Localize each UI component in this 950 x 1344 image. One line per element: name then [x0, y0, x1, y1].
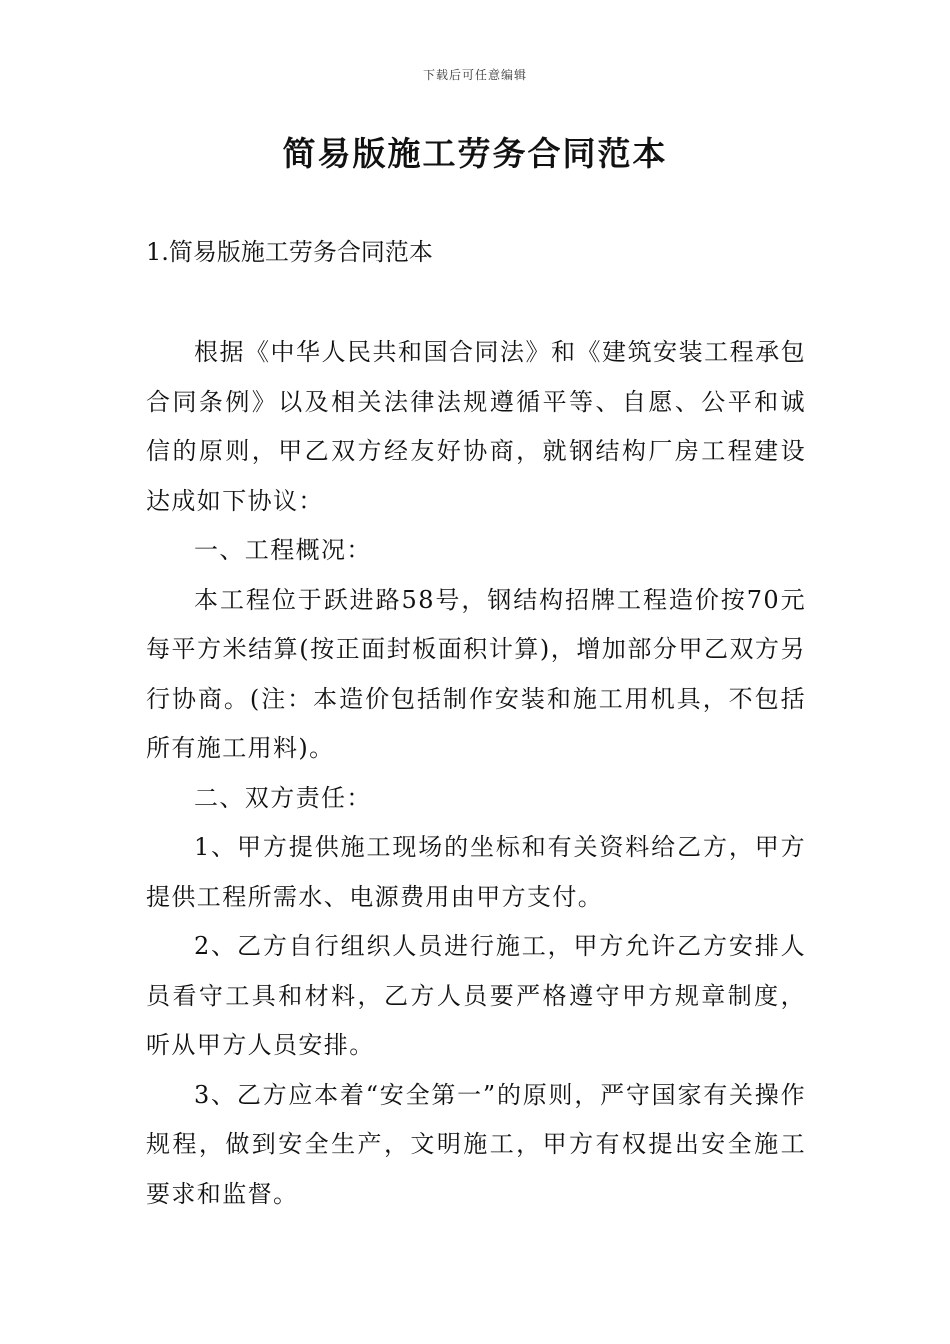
paragraph-heading-overview: 一、工程概况：	[194, 536, 372, 564]
paragraph-clause-3: 3、乙方应本着“安全第一”的原则，严守国家有关操作规程，做到安全生产，文明施工，甲方有权提出安全施工要求和监督。	[146, 1080, 806, 1208]
paragraph-intro: 根据《中华人民共和国合同法》和《建筑安装工程承包合同条例》以及相关法律法规遵循平等、自愿、公平和诚信的原则，甲乙双方经友好协商，就钢结构厂房工程建设达成如下协议：	[146, 338, 806, 515]
paragraph-clause-2: 2、乙方自行组织人员进行施工，甲方允许乙方安排人员看守工具和材料，乙方人员要严格遵守甲方规章制度，听从甲方人员安排。	[146, 932, 806, 1059]
document-title: 简易版施工劳务合同范本	[282, 134, 668, 173]
paragraph-overview: 本工程位于跃进路58号，钢结构招牌工程造价按70元每平方米结算(按正面封板面积计算)，增加部分甲乙双方另行协商。(注：本造价包括制作安装和施工用机具，不包括所有施工用料)。	[146, 585, 806, 762]
paragraph-heading-responsibilities: 二、双方责任：	[194, 783, 372, 812]
header-note: 下载后可任意编辑	[422, 68, 527, 82]
document-body	[146, 328, 806, 1219]
section-heading: 1.简易版施工劳务合同范本	[146, 238, 433, 266]
paragraph-clause-1: 1、甲方提供施工现场的坐标和有关资料给乙方，甲方提供工程所需水、电源费用由甲方支付。	[146, 833, 806, 911]
